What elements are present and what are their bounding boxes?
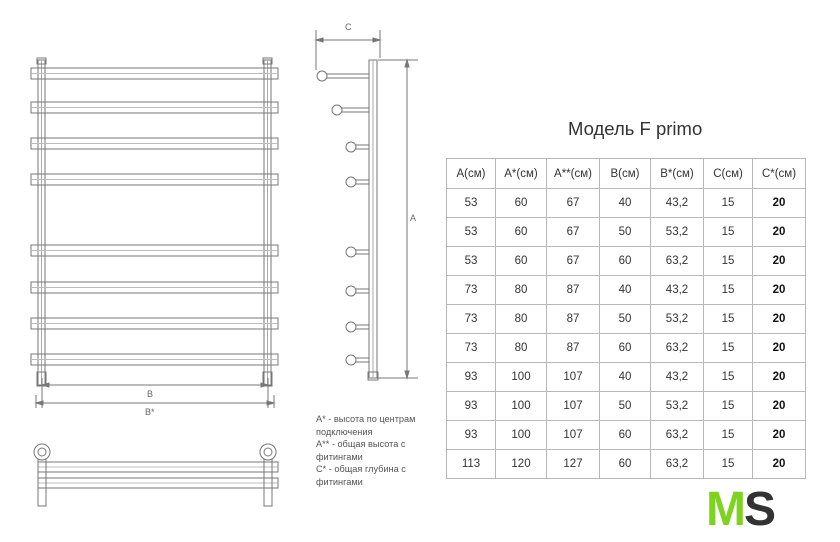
table-cell: 60 xyxy=(600,247,651,276)
table-cell: 20 xyxy=(753,334,806,363)
table-cell: 87 xyxy=(547,276,600,305)
table-row xyxy=(447,392,806,421)
table-cell: 100 xyxy=(496,363,547,392)
table-cell: 107 xyxy=(547,421,600,450)
legend-line: С* - общая глубина с xyxy=(316,464,406,475)
table-cell: 15 xyxy=(704,305,753,334)
table-cell: 20 xyxy=(753,392,806,421)
table-row xyxy=(447,450,806,479)
table-cell: 80 xyxy=(496,276,547,305)
table-cell: 53 xyxy=(447,189,496,218)
table-cell: 15 xyxy=(704,363,753,392)
table-cell: 15 xyxy=(704,247,753,276)
legend-line: фитингами xyxy=(316,476,363,487)
table-cell: 63,2 xyxy=(651,421,704,450)
front-view xyxy=(31,58,278,386)
table-cell: 80 xyxy=(496,334,547,363)
table-row xyxy=(447,247,806,276)
table-cell: 60 xyxy=(496,247,547,276)
table-cell: 100 xyxy=(496,421,547,450)
table-body xyxy=(447,189,806,479)
table-cell: 73 xyxy=(447,305,496,334)
table-cell: 15 xyxy=(704,189,753,218)
width-dimensions xyxy=(36,378,274,408)
table-cell: 15 xyxy=(704,218,753,247)
table-cell: 20 xyxy=(753,189,806,218)
table-cell: 60 xyxy=(496,218,547,247)
table-cell: 60 xyxy=(600,450,651,479)
table-cell: 87 xyxy=(547,334,600,363)
table-cell: 127 xyxy=(547,450,600,479)
table-cell: 50 xyxy=(600,392,651,421)
label-c: C xyxy=(345,22,352,32)
table-cell: 53,2 xyxy=(651,392,704,421)
bar-end xyxy=(346,177,356,187)
table-cell: 20 xyxy=(753,421,806,450)
table-cell: 53 xyxy=(447,247,496,276)
header-cell: C*(см) xyxy=(753,159,806,189)
table-cell: 113 xyxy=(447,450,496,479)
table-cell: 40 xyxy=(600,189,651,218)
dimension-legend xyxy=(316,413,446,489)
table-row xyxy=(447,421,806,450)
logo-letter-s: S xyxy=(744,483,777,531)
fitting-circle xyxy=(260,444,276,460)
table-cell: 60 xyxy=(600,334,651,363)
bar-end xyxy=(332,105,342,115)
table-row xyxy=(447,218,806,247)
table-cell: 53,2 xyxy=(651,305,704,334)
table-row xyxy=(447,334,806,363)
bar-end xyxy=(346,322,356,332)
top-view xyxy=(34,444,278,506)
header-cell: B*(см) xyxy=(651,159,704,189)
table-cell: 67 xyxy=(547,247,600,276)
table-cell: 50 xyxy=(600,218,651,247)
table-row xyxy=(447,363,806,392)
table-cell: 20 xyxy=(753,363,806,392)
label-b-star: B* xyxy=(145,407,155,417)
table-cell: 53 xyxy=(447,218,496,247)
table-cell: 20 xyxy=(753,247,806,276)
table-cell: 87 xyxy=(547,305,600,334)
header-cell: A(см) xyxy=(447,159,496,189)
table-row xyxy=(447,305,806,334)
label-a: A xyxy=(410,213,417,223)
table-cell: 120 xyxy=(496,450,547,479)
side-view xyxy=(317,60,378,380)
table-row xyxy=(447,189,806,218)
legend-line: A** - общая высота с xyxy=(316,439,406,450)
table-cell: 43,2 xyxy=(651,276,704,305)
header-cell: B(см) xyxy=(600,159,651,189)
model-title: Модель F primo xyxy=(568,118,703,139)
table-cell: 15 xyxy=(704,334,753,363)
table-cell: 63,2 xyxy=(651,450,704,479)
table-cell: 73 xyxy=(447,334,496,363)
table-cell: 15 xyxy=(704,392,753,421)
table-cell: 15 xyxy=(704,276,753,305)
legend-line: подключения xyxy=(316,426,373,437)
header-cell: A**(см) xyxy=(547,159,600,189)
table-cell: 20 xyxy=(753,450,806,479)
table-cell: 100 xyxy=(496,392,547,421)
logo-letter-m: M xyxy=(706,483,746,531)
header-cell: C(см) xyxy=(704,159,753,189)
label-b: B xyxy=(147,389,154,399)
bar-end xyxy=(346,247,356,257)
bar-end xyxy=(346,286,356,296)
table-row xyxy=(447,276,806,305)
table-cell: 73 xyxy=(447,276,496,305)
table-cell: 20 xyxy=(753,276,806,305)
table-cell: 43,2 xyxy=(651,363,704,392)
fitting-circle xyxy=(34,444,50,460)
table-cell: 107 xyxy=(547,392,600,421)
table-header-row xyxy=(447,159,806,189)
table-cell: 15 xyxy=(704,450,753,479)
table-cell: 93 xyxy=(447,421,496,450)
table-cell: 20 xyxy=(753,218,806,247)
legend-line: A* - высота по центрам xyxy=(316,414,416,424)
table-cell: 107 xyxy=(547,363,600,392)
header-cell: A*(см) xyxy=(496,159,547,189)
table-cell: 43,2 xyxy=(651,189,704,218)
table-cell: 93 xyxy=(447,363,496,392)
table-cell: 15 xyxy=(704,421,753,450)
table-cell: 50 xyxy=(600,305,651,334)
table-cell: 67 xyxy=(547,189,600,218)
table-cell: 40 xyxy=(600,276,651,305)
bar-end xyxy=(317,71,327,81)
table-cell: 67 xyxy=(547,218,600,247)
table-cell: 93 xyxy=(447,392,496,421)
table-cell: 63,2 xyxy=(651,334,704,363)
table-cell: 53,2 xyxy=(651,218,704,247)
table-cell: 60 xyxy=(600,421,651,450)
table-cell: 60 xyxy=(496,189,547,218)
bar-end xyxy=(346,355,356,365)
table-cell: 80 xyxy=(496,305,547,334)
ms-logo xyxy=(706,483,786,531)
legend-line: фитингами xyxy=(316,451,363,462)
dimensions-table xyxy=(446,158,806,479)
table-cell: 63,2 xyxy=(651,247,704,276)
bar-end xyxy=(346,142,356,152)
depth-dimension xyxy=(316,30,380,70)
table-cell: 40 xyxy=(600,363,651,392)
table-cell: 20 xyxy=(753,305,806,334)
